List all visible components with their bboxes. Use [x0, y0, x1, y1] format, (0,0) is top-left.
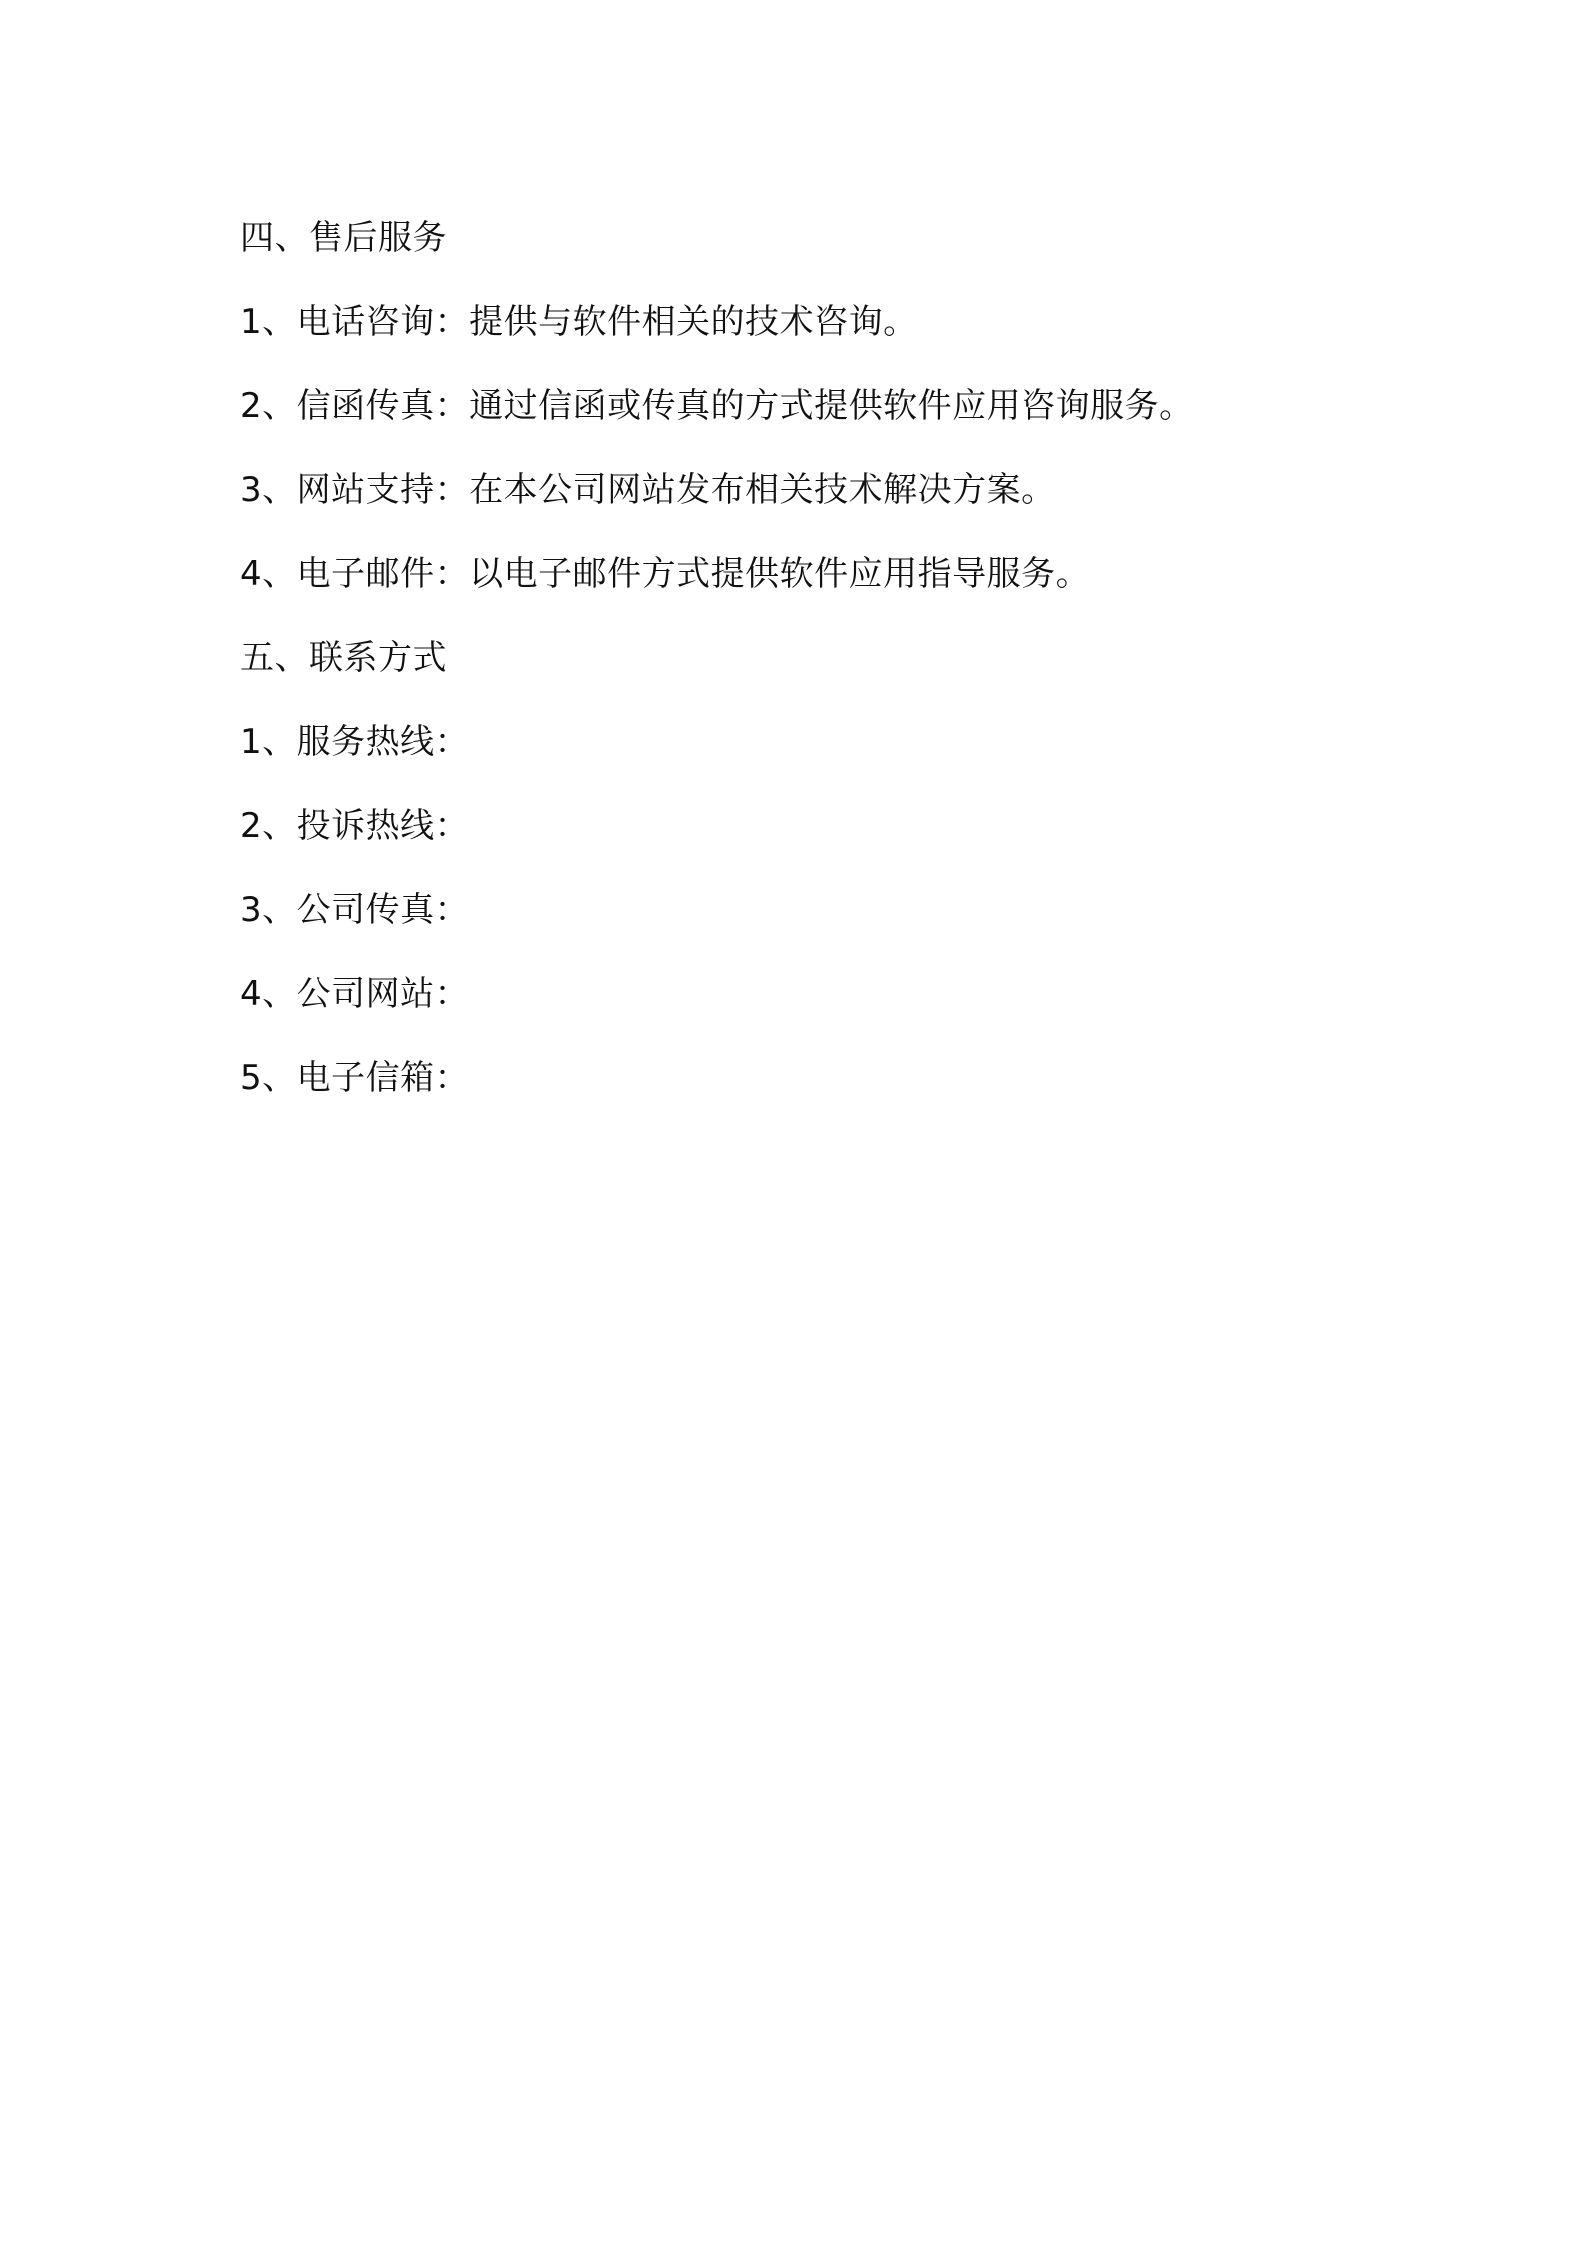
item-text: 提供与软件相关的技术咨询。: [469, 302, 918, 342]
item-label: 3、公司传真：: [240, 890, 470, 930]
item-label: 3、网站支持：: [240, 470, 470, 510]
item-label: 2、投诉热线：: [240, 806, 470, 846]
after-sales-item: [240, 280, 1380, 364]
item-label: 4、电子邮件：: [240, 554, 470, 594]
contact-item: [240, 700, 1380, 784]
after-sales-item: [240, 448, 1380, 532]
item-text: 在本公司网站发布相关技术解决方案。: [469, 470, 1056, 510]
item-label: 1、电话咨询：: [240, 302, 470, 342]
document-content: [240, 196, 1380, 1120]
contact-item: [240, 868, 1380, 952]
item-text: 以电子邮件方式提供软件应用指导服务。: [469, 554, 1091, 594]
section-heading-contact: 五、联系方式: [240, 638, 447, 678]
item-label: 1、服务热线：: [240, 722, 470, 762]
contact-item: [240, 784, 1380, 868]
item-text: 通过信函或传真的方式提供软件应用咨询服务。: [469, 386, 1194, 426]
after-sales-item: [240, 532, 1380, 616]
section-heading-after-sales: 四、售后服务: [240, 218, 447, 258]
contact-item: [240, 952, 1380, 1036]
contact-item: [240, 1036, 1380, 1120]
after-sales-item: [240, 364, 1380, 448]
item-label: 5、电子信箱：: [240, 1058, 470, 1098]
item-label: 4、公司网站：: [240, 974, 470, 1014]
item-label: 2、信函传真：: [240, 386, 470, 426]
